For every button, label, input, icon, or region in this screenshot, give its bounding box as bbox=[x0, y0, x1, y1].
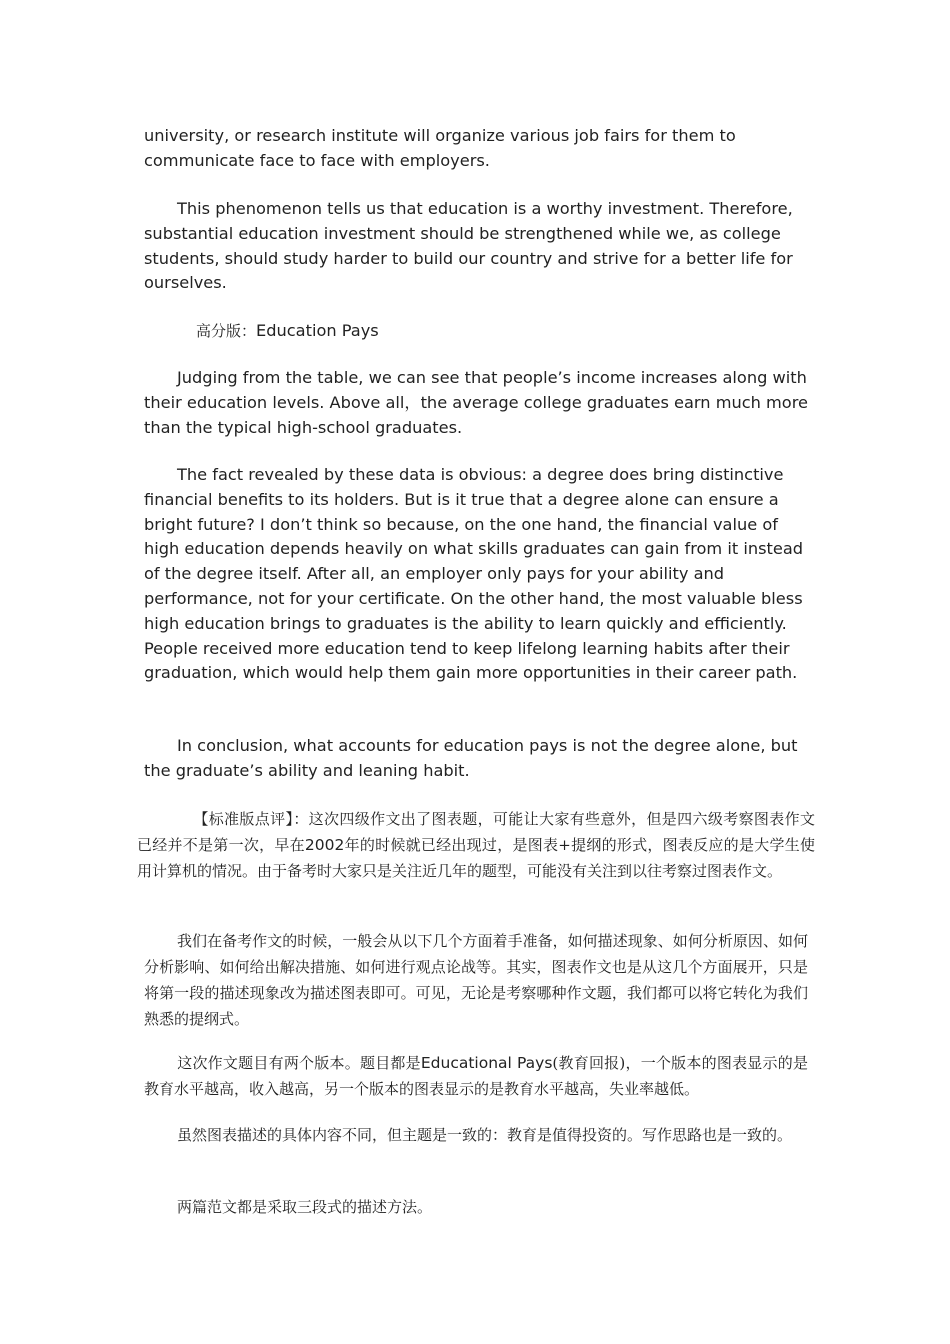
essay-paragraph-4-text: The fact revealed by these data is obvious: a degree does bring distinctive financial benefits to its holders. But is it true that a degree alone can ensure a bright future? I don’t think so because, on the one hand, the financial value of high education depends heavily on what skills graduates can gain from it instead of the degree itself. After all, an employer only pays for your ability and performance, not for your certificate. On the other hand, the most valuable bless high education brings to graduates is the ability to learn quickly and efficiently. People received more education tend to keep lifelong learning habits after their graduation, which would help them gain more opportunities in their career path. bbox=[144, 465, 804, 683]
essay-paragraph-2 bbox=[144, 197, 814, 296]
commentary-paragraph-3 bbox=[144, 1050, 808, 1102]
commentary-5-text: 两篇范文都是采取三段式的描述方法。 bbox=[177, 1198, 433, 1216]
commentary-paragraph-1 bbox=[137, 806, 815, 884]
essay-paragraph-2-text: This phenomenon tells us that education is a worthy investment. Therefore, substantial education investment should be strengthened while we, as college students, should study harder to build our country and strive for a better life for ourselves. bbox=[144, 199, 793, 293]
commentary-1-part-b: 年的时候就已经出现过，是图表+提纲的形式，图表反应的是大学生使用计算机的情况。由于备考时大家只是关注近几年的题型，可能没有关注到以往考察过图表作文。 bbox=[137, 836, 815, 880]
heading-title: Education Pays bbox=[256, 321, 379, 340]
heading-cn-label: 高分版： bbox=[196, 322, 257, 340]
commentary-3-title: Educational Pays bbox=[420, 1054, 553, 1072]
essay-paragraph-4 bbox=[144, 463, 814, 686]
essay-paragraph-3 bbox=[144, 366, 814, 440]
commentary-paragraph-2 bbox=[144, 928, 808, 1032]
essay-paragraph-1-text: university, or research institute will organize various job fairs for them to communicate face to face with employers. bbox=[144, 126, 736, 170]
commentary-3-part-b: (教育回报)，一个版本的图表显示的是教育水平越高，收入越高，另一个版本的图表显示的是教育水平越高，失业率越低。 bbox=[144, 1054, 808, 1098]
commentary-paragraph-4 bbox=[144, 1122, 808, 1148]
commentary-paragraph-5 bbox=[144, 1194, 808, 1220]
commentary-2-text: 我们在备考作文的时候，一般会从以下几个方面着手准备，如何描述现象、如何分析原因、如何分析影响、如何给出解决措施、如何进行观点论战等。其实，图表作文也是从这几个方面展开，只是将第一段的描述现象改为描述图表即可。可见，无论是考察哪种作文题，我们都可以将它转化为我们熟悉的提纲式。 bbox=[144, 932, 808, 1028]
commentary-3-part-a: 这次作文题目有两个版本。题目都是 bbox=[177, 1054, 421, 1072]
essay-paragraph-1 bbox=[144, 124, 814, 174]
essay-paragraph-3-text: Judging from the table, we can see that people’s income increases along with their education levels. Above all，the average college graduates earn much more than the typical high-school graduates. bbox=[144, 368, 808, 437]
essay-heading bbox=[196, 319, 379, 344]
commentary-1-part-a: 【标准版点评】：这次四级作文出了图表题，可能让大家有些意外，但是四六级考察图表作文已经并不是第一次，早在 bbox=[137, 810, 815, 854]
essay-paragraph-5 bbox=[144, 734, 814, 784]
essay-paragraph-5-text: In conclusion, what accounts for education pays is not the degree alone, but the graduate’s ability and leaning habit. bbox=[144, 736, 798, 780]
commentary-1-year: 2002 bbox=[304, 836, 345, 854]
commentary-4-text: 虽然图表描述的具体内容不同，但主题是一致的：教育是值得投资的。写作思路也是一致的。 bbox=[177, 1126, 793, 1144]
